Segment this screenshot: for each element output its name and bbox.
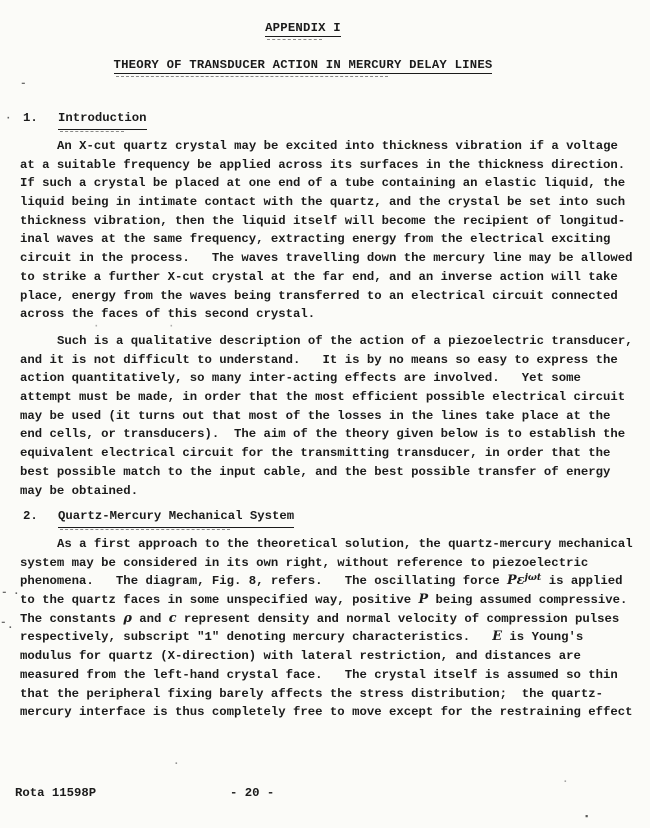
- stray-mark: .: [562, 774, 569, 786]
- text-run: across the faces of this second crystal.: [20, 307, 316, 322]
- text-line: [20, 351, 644, 370]
- footer-page-number: - 20 -: [230, 786, 275, 800]
- text-run: thickness vibration, then the liquid itself will become the recipient of longitud-: [20, 213, 626, 228]
- text-line: [20, 193, 644, 212]
- text-run: represent density and normal velocity of compression pulses: [176, 611, 620, 626]
- stray-mark: ▪: [584, 812, 590, 822]
- text-run: system may be considered in its own right, without reference to piezoelectric: [20, 555, 589, 570]
- text-line: [20, 174, 644, 193]
- stray-mark: ·: [168, 321, 175, 333]
- text-line: [20, 647, 644, 666]
- document-title-row: [0, 58, 650, 74]
- text-run: and: [131, 611, 169, 626]
- text-run: to the quartz faces in some unspecified way, positive: [20, 593, 419, 608]
- text-line: [20, 305, 644, 324]
- text-line: [20, 332, 644, 351]
- section-heading: [20, 109, 640, 130]
- text-run: circuit in the process. The waves travelling down the mercury line may be allowed: [20, 251, 633, 266]
- appendix-title: APPENDIX I: [265, 21, 341, 35]
- text-run: equivalent electrical circuit for the transmitting transducer, in order that the: [20, 446, 611, 461]
- text-line: [20, 369, 644, 388]
- text-run: liquid being in intimate contact with the quartz, and the crystal be set into such: [20, 195, 626, 210]
- text-line: [20, 156, 644, 175]
- text-run: is Young's: [502, 630, 584, 645]
- stray-mark: -: [0, 617, 7, 629]
- footer-doc-ref: Rota 11598P: [15, 786, 97, 800]
- section-number: 1.: [23, 111, 38, 125]
- text-run: end cells, or transducers). The aim of the theory given below is to establish the: [20, 427, 626, 442]
- text-line: [20, 249, 644, 268]
- text-line: [20, 572, 644, 591]
- text-run: at a suitable frequency be applied across its surfaces in the thickness direction.: [20, 157, 626, 172]
- text-run: that the peripheral fixing barely affects the stress distribution; the quartz-: [20, 686, 603, 701]
- section-title: Introduction: [58, 109, 147, 130]
- text-run: As a first approach to the theoretical solution, the quartz-mercury mechanical: [57, 537, 633, 551]
- stray-mark: ·: [93, 321, 100, 333]
- text-run: best possible match to the input cable, and the best possible transfer of energy: [20, 464, 611, 479]
- section-title: Quartz-Mercury Mechanical System: [58, 507, 294, 528]
- math-symbol: P: [418, 592, 429, 608]
- math-symbol: c: [168, 610, 177, 626]
- text-line: [20, 666, 644, 685]
- text-run: place, energy from the waves being transferred to an electrical circuit connected: [20, 288, 618, 303]
- text-run: inal waves at the same frequency, extracting energy from the electrical exciting: [20, 232, 611, 247]
- text-line: [20, 610, 644, 629]
- stray-mark: ·: [5, 113, 12, 125]
- section-number: 2.: [23, 509, 38, 523]
- text-run: being assumed compressive.: [428, 593, 628, 608]
- text-run: may be used (it turns out that most of the losses in the lines take place at the: [20, 408, 611, 423]
- text-line: [20, 685, 644, 704]
- text-line: [20, 212, 644, 231]
- text-line: [20, 287, 644, 306]
- appendix-title-row: [0, 21, 650, 37]
- stray-mark: .: [13, 586, 20, 598]
- text-line: [20, 407, 644, 426]
- text-run: respectively, subscript "1" denoting mercury characteristics.: [20, 630, 493, 645]
- paragraph: [20, 332, 644, 500]
- text-run: mercury interface is thus completely free to move except for the restraining effect: [20, 705, 633, 720]
- math-symbol: ρ: [123, 610, 132, 626]
- stray-mark: -: [1, 587, 8, 599]
- text-line: [20, 425, 644, 444]
- text-line: [20, 591, 644, 610]
- document-title: THEORY OF TRANSDUCER ACTION IN MERCURY DELAY LINES: [113, 58, 493, 72]
- stray-mark: -: [20, 78, 27, 90]
- text-run: and it is not difficult to understand. It is by no means so easy to express the: [20, 352, 618, 367]
- math-symbol: E: [492, 629, 503, 645]
- math-symbol: jωt: [524, 571, 542, 583]
- text-run: Such is a qualitative description of the action of a piezoelectric transducer,: [57, 334, 633, 348]
- stray-mark: .: [173, 756, 180, 768]
- text-run: action quantitatively, so many inter-acting effects are involved. Yet some: [20, 371, 581, 386]
- text-run: is applied: [541, 574, 623, 589]
- math-symbol: Pε: [507, 573, 525, 589]
- text-run: to strike a further X-cut crystal at the far end, and an inverse action will take: [20, 269, 618, 284]
- section-heading: [20, 507, 640, 528]
- text-line: [20, 628, 644, 647]
- text-line: [20, 268, 644, 287]
- text-run: measured from the left-hand crystal face. The crystal itself is assumed so thin: [20, 667, 618, 682]
- text-run: may be obtained.: [20, 483, 139, 498]
- text-line: [20, 388, 644, 407]
- text-line: [20, 554, 644, 573]
- text-run: The constants: [20, 611, 124, 626]
- text-line: [20, 230, 644, 249]
- text-run: attempt must be made, in order that the most efficient possible electrical circuit: [20, 390, 626, 405]
- text-run: If such a crystal be placed at one end of a tube containing an elastic liquid, the: [20, 176, 626, 191]
- stray-mark: .: [7, 620, 14, 632]
- text-run: An X-cut quartz crystal may be excited into thickness vibration if a voltage: [57, 139, 618, 153]
- text-line: [20, 137, 644, 156]
- text-line: [20, 482, 644, 501]
- text-run: phenomena. The diagram, Fig. 8, refers. The oscillating force: [20, 574, 508, 589]
- text-line: [20, 535, 644, 554]
- text-line: [20, 703, 644, 722]
- text-line: [20, 444, 644, 463]
- paragraph: [20, 137, 644, 324]
- paragraph: [20, 535, 644, 722]
- text-run: modulus for quartz (X-direction) with lateral restriction, and distances are: [20, 649, 581, 664]
- text-line: [20, 463, 644, 482]
